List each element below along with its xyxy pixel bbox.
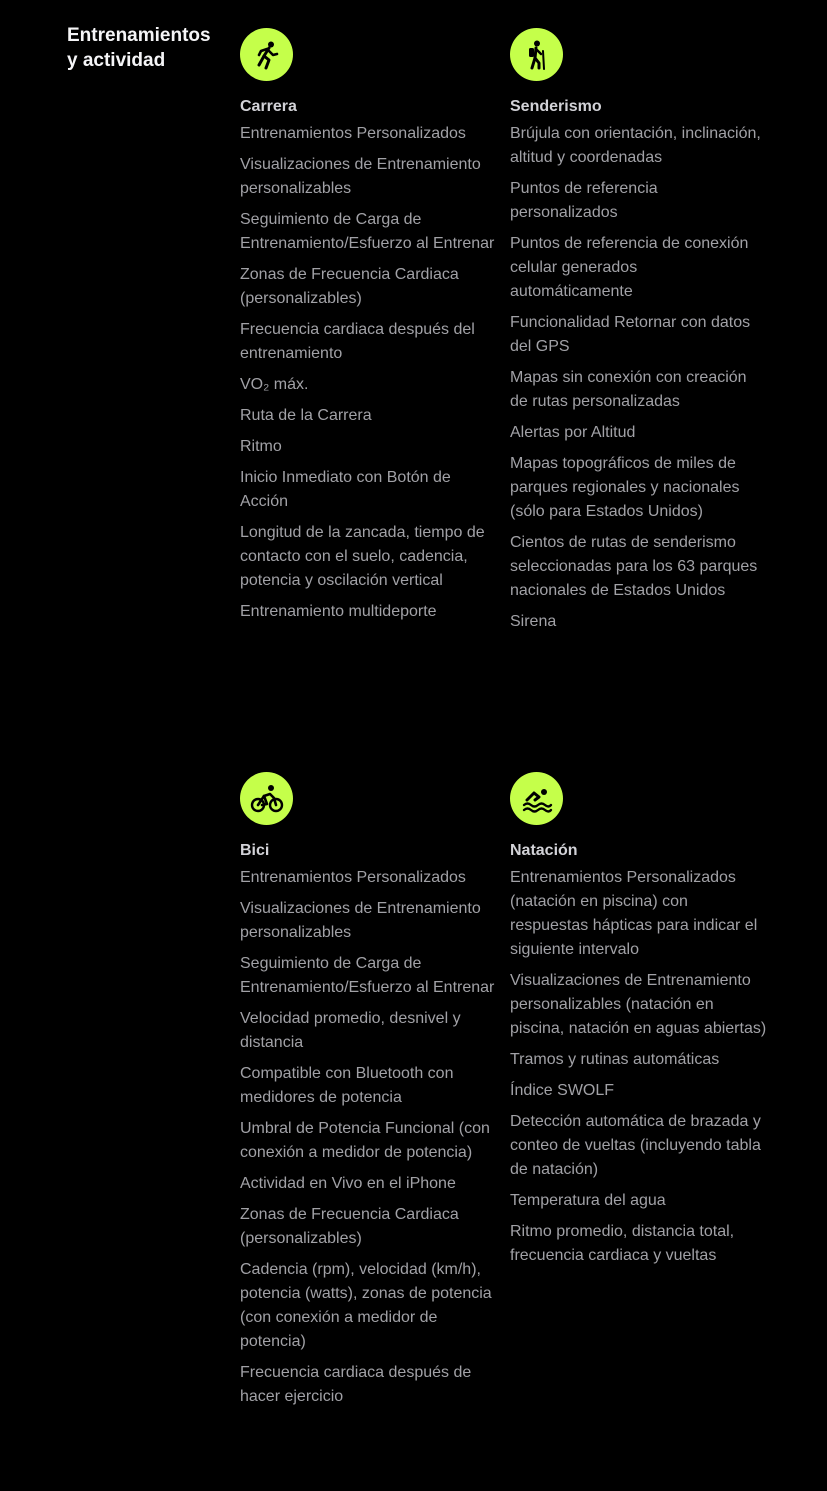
list-item: Zonas de Frecuencia Cardiaca (personalizables) <box>240 1206 459 1247</box>
list-item: Cadencia (rpm), velocidad (km/h), potencia (watts), zonas de potencia (con conexión a medidor de potencia) <box>240 1261 492 1350</box>
list-item: Detección automática de brazada y conteo de vueltas (incluyendo tabla de natación) <box>510 1113 761 1178</box>
section-title <box>67 23 232 73</box>
hiking-feature-list <box>510 122 770 634</box>
list-item: Compatible con Bluetooth con medidores de potencia <box>240 1065 454 1106</box>
list-item: Visualizaciones de Entrenamiento personalizables (natación en piscina, natación en aguas abiertas) <box>510 972 767 1037</box>
list-item: Ritmo <box>240 438 282 455</box>
cycling-feature-list <box>240 866 500 1409</box>
list-item: Ritmo promedio, distancia total, frecuencia cardiaca y vueltas <box>510 1223 735 1264</box>
cycling-icon <box>240 772 293 825</box>
list-item: Actividad en Vivo en el iPhone <box>240 1175 456 1192</box>
list-item: Índice SWOLF <box>510 1082 615 1099</box>
cycling-title: Bici <box>240 842 270 859</box>
list-item: Frecuencia cardiaca después del entrenamiento <box>240 321 475 362</box>
list-item: Puntos de referencia de conexión celular generados automáticamente <box>510 235 749 300</box>
running-icon <box>240 28 293 81</box>
list-item: Funcionalidad Retornar con datos del GPS <box>510 314 751 355</box>
list-item: VO₂ máx. <box>240 376 309 393</box>
swimming-title: Natación <box>510 842 578 859</box>
swimming-icon <box>510 772 563 825</box>
list-item: Mapas topográficos de miles de parques regionales y nacionales (sólo para Estados Unidos) <box>510 455 740 520</box>
swimming-column <box>510 772 770 1275</box>
hiking-title: Senderismo <box>510 98 602 115</box>
list-item: Velocidad promedio, desnivel y distancia <box>240 1010 461 1051</box>
list-item: Cientos de rutas de senderismo seleccionadas para los 63 parques nacionales de Estados Unidos <box>510 534 758 599</box>
hiking-icon <box>510 28 563 81</box>
list-item: Temperatura del agua <box>510 1192 666 1209</box>
list-item: Zonas de Frecuencia Cardiaca (personalizables) <box>240 266 459 307</box>
list-item: Brújula con orientación, inclinación, altitud y coordenadas <box>510 125 761 166</box>
list-item: Ruta de la Carrera <box>240 407 372 424</box>
running-feature-list <box>240 122 500 624</box>
list-item: Alertas por Altitud <box>510 424 636 441</box>
hiking-column <box>510 28 770 641</box>
list-item: Entrenamientos Personalizados <box>240 869 466 886</box>
running-column <box>240 28 500 631</box>
list-item: Frecuencia cardiaca después de hacer ejercicio <box>240 1364 472 1405</box>
list-item: Entrenamiento multideporte <box>240 603 437 620</box>
list-item: Seguimiento de Carga de Entrenamiento/Esfuerzo al Entrenar <box>240 211 495 252</box>
list-item: Entrenamientos Personalizados <box>240 125 466 142</box>
list-item: Puntos de referencia personalizados <box>510 180 658 221</box>
list-item: Visualizaciones de Entrenamiento personalizables <box>240 156 481 197</box>
list-item: Longitud de la zancada, tiempo de contacto con el suelo, cadencia, potencia y oscilación vertical <box>240 524 485 589</box>
list-item: Visualizaciones de Entrenamiento personalizables <box>240 900 481 941</box>
swimming-feature-list <box>510 866 770 1268</box>
running-title: Carrera <box>240 98 297 115</box>
list-item: Umbral de Potencia Funcional (con conexión a medidor de potencia) <box>240 1120 490 1161</box>
section-title-line-2: y actividad <box>67 50 166 71</box>
section-title-line-1: Entrenamientos <box>67 25 211 46</box>
list-item: Sirena <box>510 613 557 630</box>
list-item: Mapas sin conexión con creación de rutas personalizadas <box>510 369 747 410</box>
list-item: Inicio Inmediato con Botón de Acción <box>240 469 451 510</box>
list-item: Entrenamientos Personalizados (natación en piscina) con respuestas hápticas para indicar el siguiente intervalo <box>510 869 758 958</box>
list-item: Seguimiento de Carga de Entrenamiento/Esfuerzo al Entrenar <box>240 955 495 996</box>
list-item: Tramos y rutinas automáticas <box>510 1051 720 1068</box>
cycling-column <box>240 772 500 1416</box>
